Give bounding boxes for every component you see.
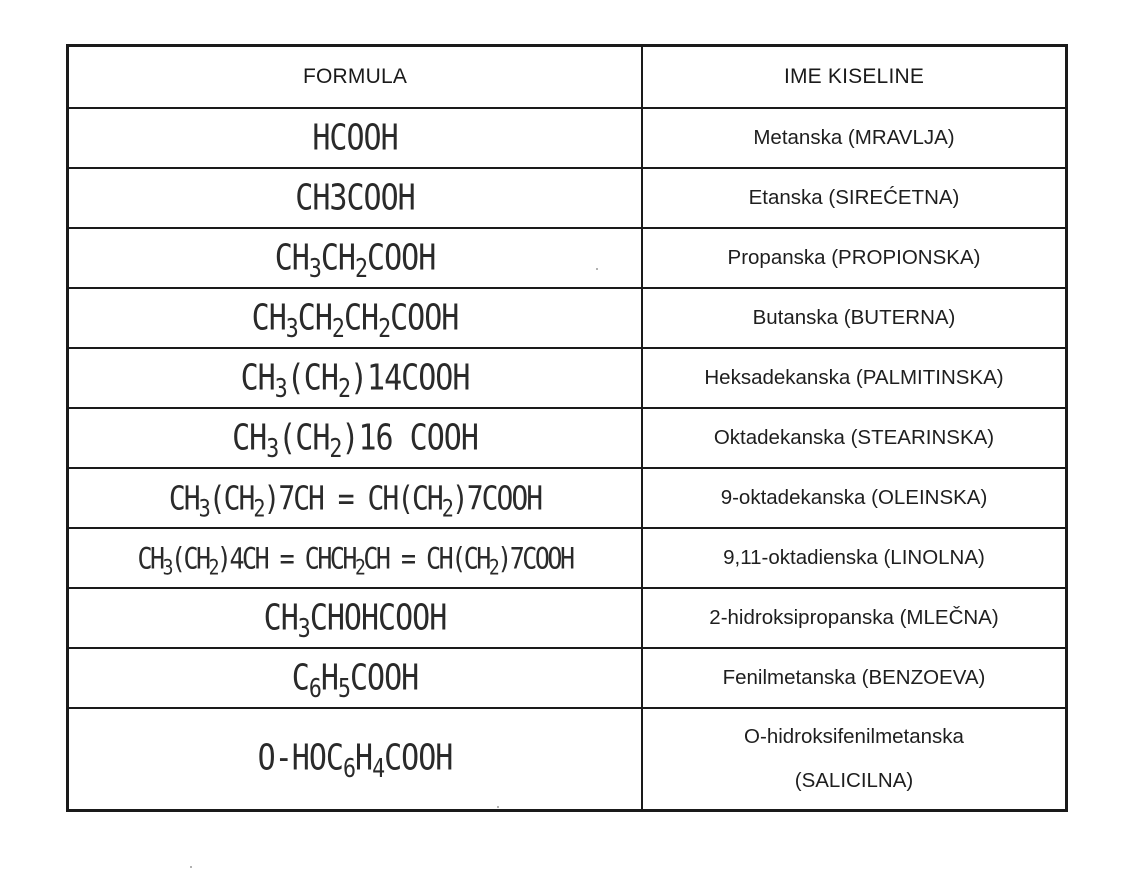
acids-table (66, 44, 1068, 812)
acid-name-line: Butanska (BUTERNA) (752, 306, 956, 329)
table-header-row (68, 46, 1067, 109)
acid-name-line: Propanska (PROPIONSKA) (727, 246, 981, 269)
scan-speck (497, 806, 499, 808)
acid-name (753, 296, 956, 340)
formula-text: )16 COOH (341, 417, 478, 459)
formula-text: CH (274, 237, 309, 279)
formula-text: H (320, 657, 338, 699)
acid-name-cell (642, 108, 1067, 168)
formula-subscript: 5 (337, 673, 350, 704)
formula-cell (68, 348, 643, 408)
formula-text: CH3COOH (295, 177, 415, 219)
formula-cell (68, 108, 643, 168)
formula-subscript: 2 (253, 493, 264, 522)
handwritten-formula (168, 478, 542, 522)
formula-text: COOH (367, 237, 436, 279)
scan-speck (596, 268, 598, 270)
table-row (68, 468, 1067, 528)
formula-subscript: 2 (378, 313, 391, 344)
table-body (68, 108, 1067, 810)
formula-cell (68, 588, 643, 648)
handwritten-formula (240, 357, 470, 404)
table-row (68, 648, 1067, 708)
handwritten-formula (251, 297, 459, 344)
formula-text: CH (168, 478, 199, 518)
formula-subscript: 2 (488, 555, 498, 580)
handwritten-formula (295, 177, 414, 218)
formula-text: )7COOH (497, 540, 573, 576)
formula-subscript: 3 (274, 373, 287, 404)
formula-cell (68, 288, 643, 348)
formula-text: )4CH = CHCH (216, 540, 355, 576)
formula-subscript: 2 (355, 253, 368, 284)
formula-subscript: 2 (337, 373, 350, 404)
formula-cell (68, 648, 643, 708)
acid-name-line: 9,11-oktadienska (LINOLNA) (723, 546, 985, 569)
acid-name-line: Oktadekanska (STEARINSKA) (713, 426, 995, 449)
acid-name-cell (642, 168, 1067, 228)
formula-subscript: 4 (372, 754, 385, 785)
acid-name-line: Metanska (MRAVLJA) (753, 126, 955, 149)
formula-cell (68, 528, 643, 588)
formula-text: CH = CH(CH (363, 540, 489, 576)
acid-name-cell (642, 228, 1067, 288)
acid-name-cell (642, 648, 1067, 708)
acid-name-line: Etanska (SIREĆETNA) (748, 186, 960, 209)
formula-text: COOH (349, 657, 419, 699)
formula-text: HCOOH (312, 117, 398, 159)
formula-text: H (355, 738, 373, 780)
formula-subscript: 2 (331, 313, 344, 344)
acid-name-line: 9-oktadekanska (OLEINSKA) (720, 486, 988, 509)
formula-text: CH (232, 417, 267, 459)
formula-text: O-HOC (257, 738, 343, 780)
acid-name (723, 536, 985, 580)
formula-subscript: 2 (329, 433, 342, 464)
acid-name (723, 656, 986, 700)
formula-subscript: 2 (208, 555, 217, 580)
formula-subscript: 3 (198, 493, 209, 522)
formula-text: CH (343, 297, 379, 339)
formula-text: (CH (170, 540, 209, 576)
formula-text: CH (137, 540, 163, 576)
acid-name-cell (642, 528, 1067, 588)
table-row (68, 288, 1067, 348)
formula-text: CH (320, 237, 355, 279)
formula-cell (68, 168, 643, 228)
acid-name-line: O-hidroksifenilmetanska (744, 724, 964, 748)
formula-text: )7CH = CH(CH (263, 478, 442, 518)
handwritten-formula (137, 540, 573, 580)
formula-text: CHOHCOOH (309, 597, 447, 639)
table-row (68, 588, 1067, 648)
table-row (68, 348, 1067, 408)
handwritten-formula (257, 738, 453, 785)
acid-name-line: Heksadekanska (PALMITINSKA) (704, 366, 1004, 389)
formula-subscript: 6 (308, 673, 321, 704)
formula-subscript: 2 (441, 493, 452, 522)
acid-name (721, 476, 988, 520)
formula-cell (68, 468, 643, 528)
formula-subscript: 6 (342, 754, 355, 785)
formula-text: CH (240, 357, 275, 399)
handwritten-formula (263, 597, 447, 644)
acid-name-cell (642, 468, 1067, 528)
table-row (68, 228, 1067, 288)
acid-name-line: 2-hidroksipropanska (MLEČNA) (709, 606, 999, 629)
formula-text: CH (263, 597, 298, 639)
table-row (68, 108, 1067, 168)
scan-speck (190, 866, 192, 868)
formula-subscript: 3 (162, 555, 171, 580)
acid-name (749, 176, 960, 220)
formula-text: C (291, 657, 309, 699)
acid-name-line: Fenilmetanska (BENZOEVA) (722, 666, 986, 689)
formula-text: )14COOH (349, 357, 470, 399)
formula-cell (68, 708, 643, 810)
header-acid-name: IME KISELINE (642, 46, 1067, 109)
acid-name (753, 116, 954, 160)
acid-name (714, 416, 994, 460)
formula-text: COOH (384, 738, 453, 780)
formula-text: CH (251, 297, 286, 339)
acid-name (744, 715, 964, 803)
acid-name-cell (642, 588, 1067, 648)
formula-cell (68, 228, 643, 288)
acid-name-cell (642, 348, 1067, 408)
formula-text: )7COOH (451, 478, 542, 518)
handwritten-formula (291, 657, 419, 704)
acid-name (704, 356, 1003, 400)
acid-name (709, 596, 998, 640)
formula-subscript: 2 (355, 555, 364, 580)
acid-name-cell (642, 408, 1067, 468)
formula-text: (CH (278, 417, 330, 459)
handwritten-formula (274, 237, 436, 284)
acid-name (728, 236, 981, 280)
formula-text: COOH (390, 297, 459, 339)
table-row (68, 408, 1067, 468)
formula-text: (CH (286, 357, 338, 399)
table-row (68, 528, 1067, 588)
handwritten-formula (312, 117, 397, 158)
formula-subscript: 3 (285, 313, 298, 344)
acid-name-cell (642, 288, 1067, 348)
acid-name-line: (SALICILNA) (794, 768, 914, 792)
formula-subscript: 3 (266, 433, 279, 464)
formula-subscript: 3 (308, 253, 321, 284)
formula-cell (68, 408, 643, 468)
acid-name-cell (642, 708, 1067, 810)
table-row (68, 168, 1067, 228)
handwritten-formula (232, 417, 478, 464)
formula-text: CH (297, 297, 332, 339)
table-row (68, 708, 1067, 810)
formula-text: (CH (208, 478, 254, 518)
formula-subscript: 3 (297, 613, 310, 644)
header-formula: FORMULA (68, 46, 643, 109)
